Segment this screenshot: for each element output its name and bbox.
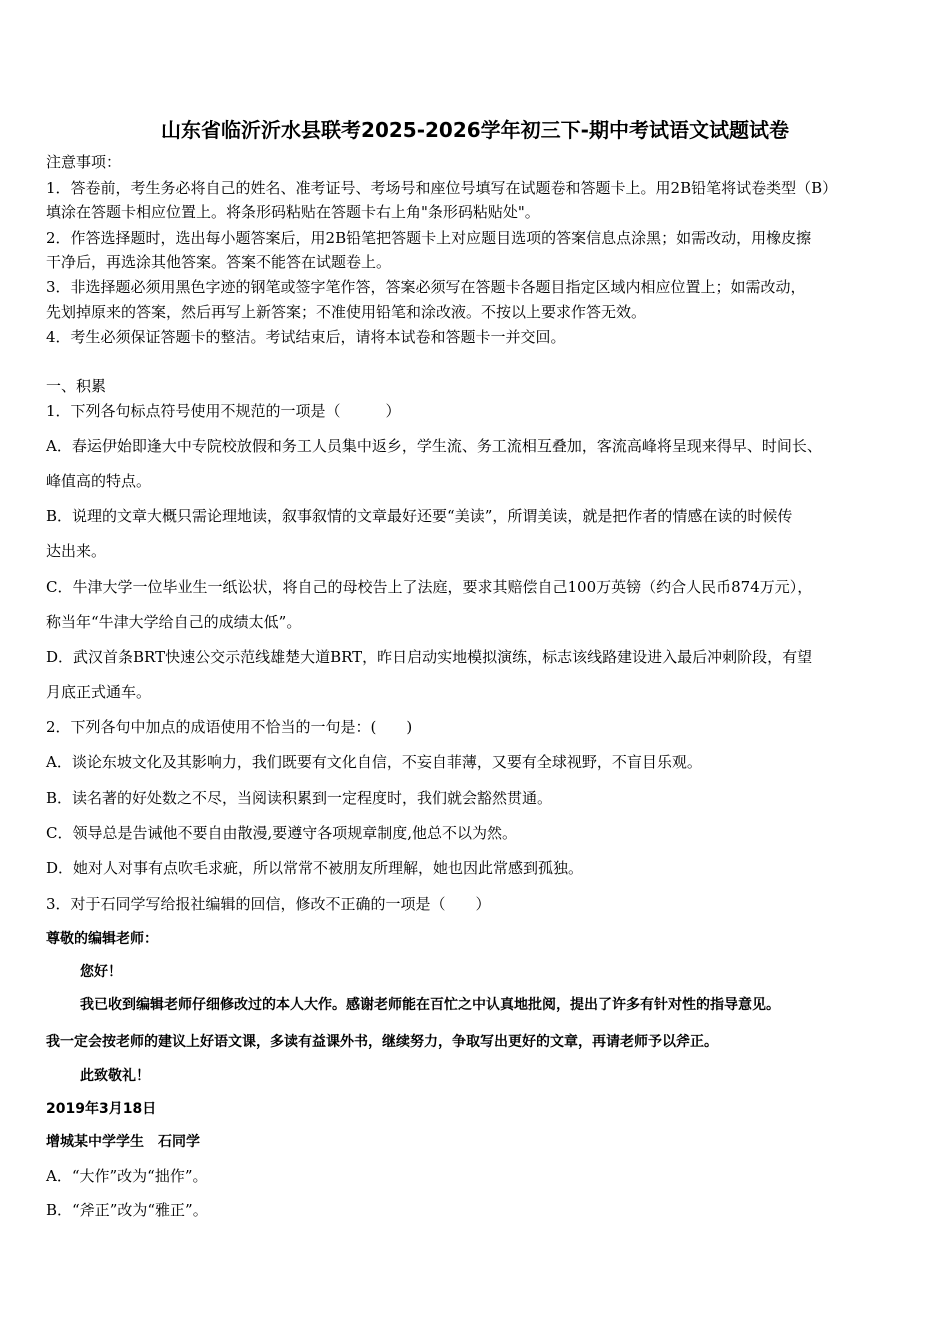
q1-option-b: B．说理的文章大概只需论理地读，叙事叙情的文章最好还要“美读”，所谓美读，就是把作者的情感在读的时候传 (46, 507, 793, 525)
q2-option-a: A．谈论东坡文化及其影响力，我们既要有文化自信，不妄自菲薄，又要有全球视野，不盲目乐观。 (46, 753, 702, 771)
section-heading: 一、积累 (46, 377, 107, 395)
q1-option-b-cont: 达出来。 (46, 542, 107, 560)
q1-option-d-cont: 月底正式通车。 (46, 683, 152, 701)
exam-title: 山东省临沂沂水县联考2025-2026学年初三下-期中考试语文试题试卷 (161, 118, 789, 142)
question-2-stem: 2．下列各句中加点的成语使用不恰当的一句是：( ) (46, 718, 413, 736)
letter-body-cont: 我一定会按老师的建议上好语文课，多读有益课外书，继续努力，争取写出更好的文章，再请老师予以斧正。 (46, 1034, 718, 1050)
q3-option-b: B．“斧正”改为“雅正”。 (46, 1201, 208, 1219)
q1-option-d: D．武汉首条BRT快速公交示范线雄楚大道BRT，昨日启动实地模拟演练，标志该线路建设进入最后冲刺阶段，有望 (46, 648, 813, 666)
notice-line: 干净后，再选涂其他答案。答案不能答在试题卷上。 (46, 253, 392, 271)
notice-line: 1．答卷前，考生务必将自己的姓名、准考证号、考场号和座位号填写在试题卷和答题卡上。用2B铅笔将试卷类型（B） (46, 179, 838, 197)
letter-salutation: 尊敬的编辑老师： (46, 931, 158, 947)
notice-heading: 注意事项： (46, 153, 122, 171)
question-3-stem: 3．对于石同学写给报社编辑的回信，修改不正确的一项是（ ） (46, 895, 491, 913)
letter-signature: 增城某中学学生 石同学 (46, 1134, 200, 1150)
notice-line: 2．作答选择题时，选出每小题答案后，用2B铅笔把答题卡上对应题目选项的答案信息点涂黑；如需改动，用橡皮擦 (46, 229, 812, 247)
q1-option-c: C．牛津大学一位毕业生一纸讼状，将自己的母校告上了法庭，要求其赔偿自己100万英镑（约合人民币874万元）， (46, 578, 813, 596)
letter-body: 我已收到编辑老师仔细修改过的本人大作。感谢老师能在百忙之中认真地批阅，提出了许多有针对性的指导意见。 (80, 997, 780, 1013)
q2-option-d: D．她对人对事有点吹毛求疵，所以常常不被朋友所理解，她也因此常感到孤独。 (46, 859, 584, 877)
letter-greeting: 您好！ (80, 964, 122, 980)
q2-option-b: B．读名著的好处数之不尽，当阅读积累到一定程度时，我们就会豁然贯通。 (46, 789, 553, 807)
notice-line: 3．非选择题必须用黑色字迹的钢笔或签字笔作答，答案必须写在答题卡各题目指定区域内相应位置上；如需改动， (46, 278, 806, 296)
q1-option-a: A．春运伊始即逢大中专院校放假和务工人员集中返乡，学生流、务工流相互叠加，客流高峰将呈现来得早、时间长、 (46, 437, 822, 455)
q1-option-a-cont: 峰值高的特点。 (46, 472, 152, 490)
question-1-stem: 1．下列各句标点符号使用不规范的一项是（ ） (46, 402, 401, 420)
notice-line: 填涂在答题卡相应位置上。将条形码粘贴在答题卡右上角"条形码粘贴处"。 (46, 203, 540, 221)
letter-closing: 此致敬礼！ (80, 1068, 150, 1084)
q1-option-c-cont: 称当年“牛津大学给自己的成绩太低”。 (46, 613, 302, 631)
q3-option-a: A．“大作”改为“拙作”。 (46, 1167, 208, 1185)
letter-date: 2019年3月18日 (46, 1101, 157, 1117)
q2-option-c: C．领导总是告诫他不要自由散漫,要遵守各项规章制度,他总不以为然。 (46, 824, 518, 842)
notice-line: 4．考生必须保证答题卡的整洁。考试结束后，请将本试卷和答题卡一并交回。 (46, 328, 566, 346)
notice-line: 先划掉原来的答案，然后再写上新答案；不准使用铅笔和涂改液。不按以上要求作答无效。 (46, 303, 647, 321)
